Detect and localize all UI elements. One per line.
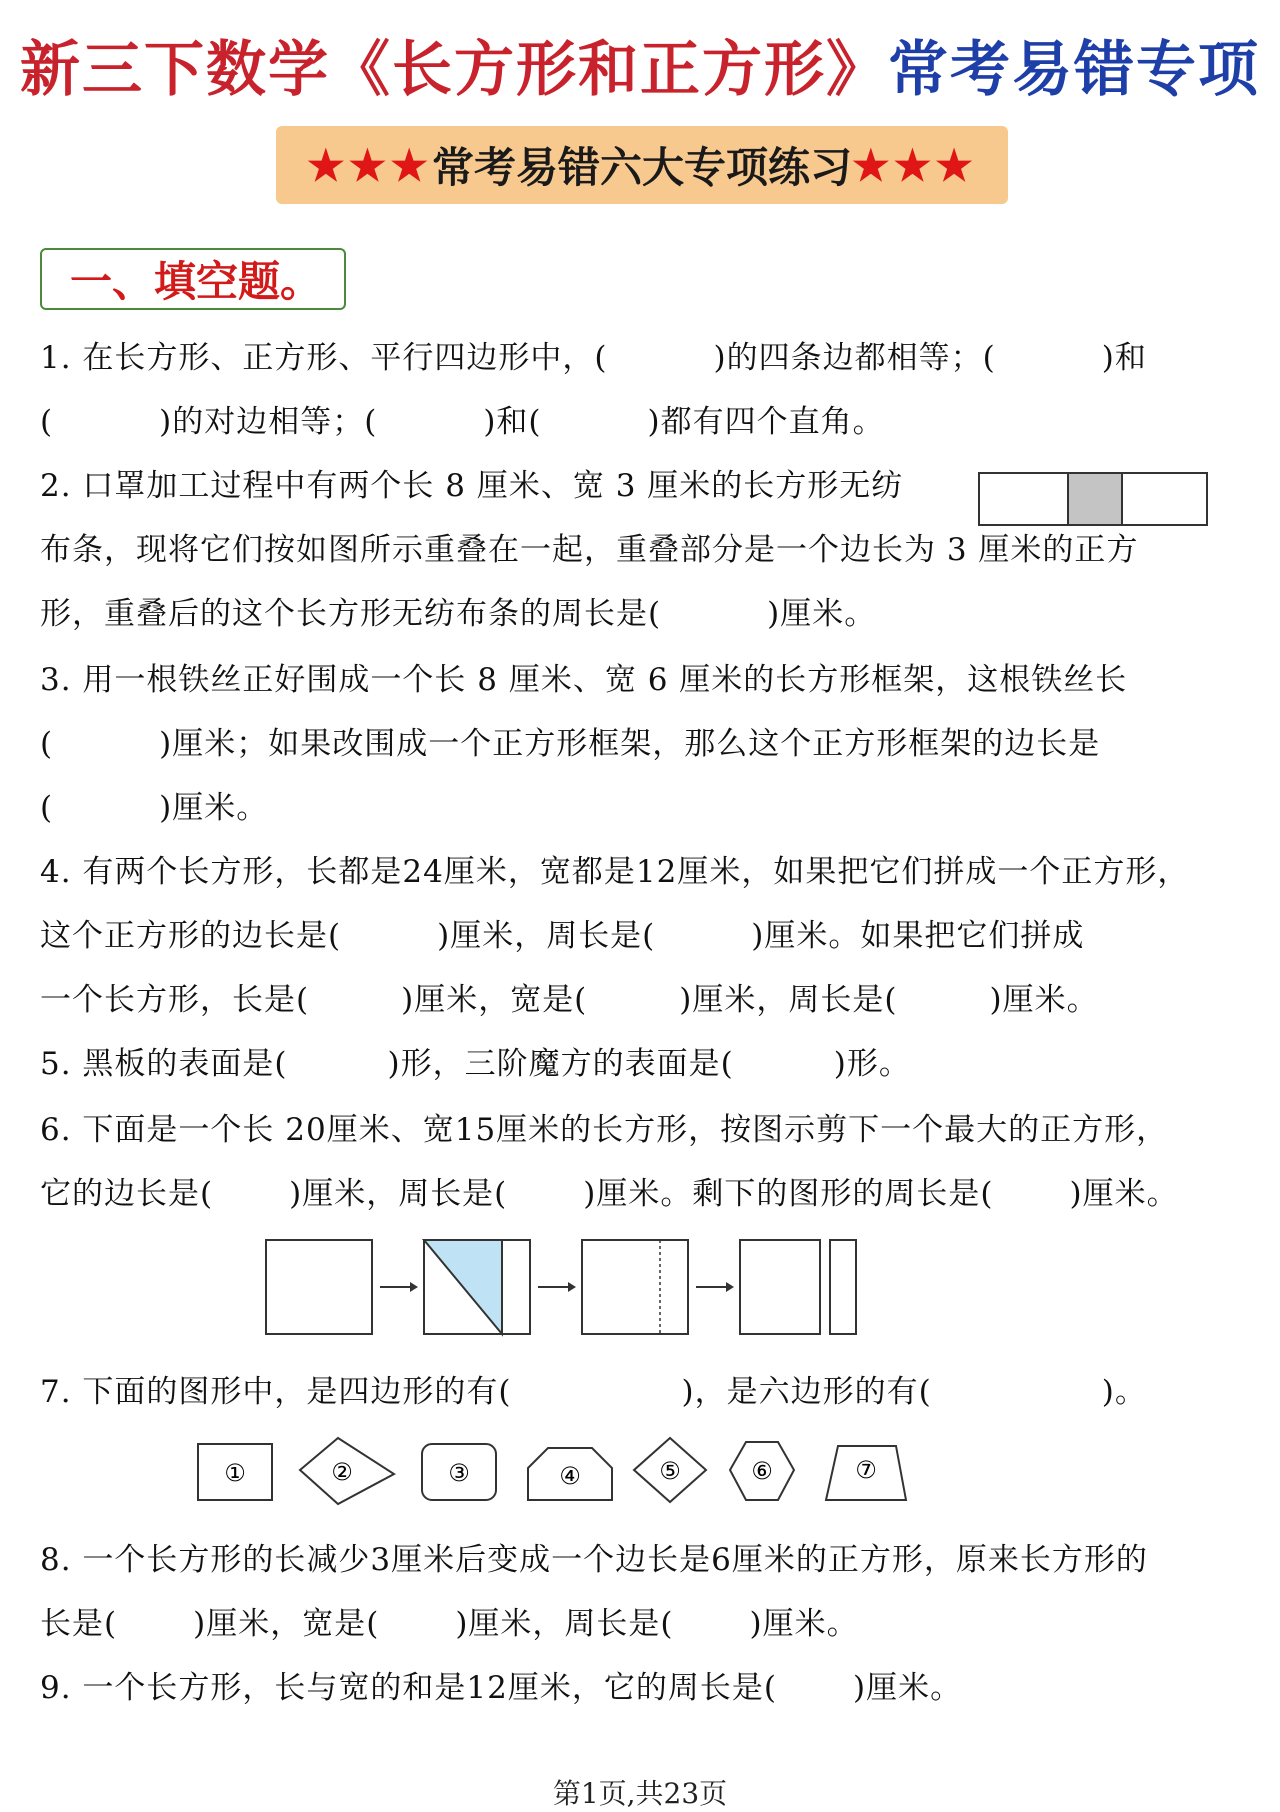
page-number: 第1页,共23页 <box>552 1777 728 1810</box>
text: )和 <box>1101 340 1147 376</box>
text: ( <box>40 404 54 440</box>
text: 2. 口罩加工过程中有两个长 8 厘米、宽 3 厘米的长方形无纺 <box>40 468 904 504</box>
text: )厘米；如果改围成一个正方形框架，那么这个正方形框架的边长是 <box>159 726 1101 762</box>
section-heading-text: 一、填空题。 <box>70 257 323 306</box>
text: ( <box>40 726 54 762</box>
text: 7. 下面的图形中，是四边形的有( <box>40 1374 512 1410</box>
text: )，是六边形的有( <box>681 1374 932 1410</box>
text: )厘米，宽是( <box>193 1606 380 1642</box>
q2-line-3 <box>40 594 876 634</box>
shapes-figure <box>194 1434 914 1514</box>
shape-label: ② <box>331 1458 353 1486</box>
shape-label: ⑥ <box>751 1457 773 1485</box>
text: )形，三阶魔方的表面是( <box>387 1046 734 1082</box>
stars-left: ★★★ <box>307 140 432 190</box>
text: 6. 下面是一个长 20厘米、宽15厘米的长方形，按图示剪下一个最大的正方形， <box>40 1112 1169 1148</box>
text: ( <box>40 790 54 826</box>
text: )厘米。 <box>989 982 1099 1018</box>
text: )厘米，周长是( <box>455 1606 674 1642</box>
text: )厘米，宽是( <box>401 982 588 1018</box>
text: )的四条边都相等；( <box>713 340 996 376</box>
title-part-2: 《长方形和正方形》 <box>330 35 888 105</box>
text: )形。 <box>833 1046 911 1082</box>
q6-line-1 <box>40 1110 1168 1150</box>
title-part-3: 常考易错专项 <box>888 35 1260 105</box>
q6-line-2 <box>40 1174 1179 1214</box>
text: )厘米。如果把它们拼成 <box>751 918 1085 954</box>
text: )厘米，周长是( <box>437 918 656 954</box>
q8-line-1 <box>40 1540 1148 1580</box>
cut-square <box>740 1240 820 1334</box>
q4-line-1 <box>40 852 1189 892</box>
q9-line <box>40 1668 962 1708</box>
text: 它的边长是( <box>40 1176 214 1212</box>
q3-line-3 <box>40 788 268 828</box>
section-heading <box>40 248 346 310</box>
text: 一个长方形，长是( <box>40 982 310 1018</box>
text: 1. 在长方形、正方形、平行四边形中，( <box>40 340 608 376</box>
text: 这个正方形的边长是( <box>40 918 342 954</box>
marked-rectangle <box>582 1240 688 1334</box>
text: )。 <box>1101 1374 1147 1410</box>
text: )厘米。 <box>852 1670 963 1706</box>
page-title <box>0 22 1280 108</box>
text: 4. 有两个长方形，长都是24厘米，宽都是12厘米，如果把它们拼成一个正方形， <box>40 854 1190 890</box>
fold-rectangle <box>424 1240 530 1334</box>
arrow-icon <box>380 1282 418 1292</box>
overlap-strips-figure <box>978 472 1210 528</box>
text: )的对边相等；( <box>159 404 378 440</box>
text: )厘米。 <box>749 1606 859 1642</box>
shape-label: ④ <box>559 1462 581 1490</box>
q3-line-1 <box>40 660 1127 700</box>
q1-line-2 <box>40 402 885 442</box>
text: )和( <box>483 404 542 440</box>
text: 9. 一个长方形，长与宽的和是12厘米，它的周长是( <box>40 1670 777 1706</box>
text: 布条，现将它们按如图所示重叠在一起，重叠部分是一个边长为 3 厘米的正方 <box>40 532 1139 568</box>
text: )厘米，周长是( <box>679 982 898 1018</box>
q2-line-1 <box>40 466 903 506</box>
arrow-icon <box>538 1282 576 1292</box>
arrow-icon <box>696 1282 734 1292</box>
text: 5. 黑板的表面是( <box>40 1046 288 1082</box>
shape-1 <box>198 1444 272 1500</box>
text: )厘米。 <box>767 596 877 632</box>
text: 形，重叠后的这个长方形无纺布条的周长是( <box>40 596 662 632</box>
shape-2 <box>300 1438 394 1504</box>
shape-label: ③ <box>448 1459 470 1487</box>
shape-4 <box>528 1448 612 1500</box>
q5-line <box>40 1044 911 1084</box>
q4-line-2 <box>40 916 1084 956</box>
q1-line-1 <box>40 338 1147 378</box>
q2-line-2 <box>40 530 1138 570</box>
overlap-square <box>1068 473 1122 525</box>
text: 3. 用一根铁丝正好围成一个长 8 厘米、宽 6 厘米的长方形框架，这根铁丝长 <box>40 662 1128 698</box>
shape-3 <box>422 1444 496 1500</box>
text: )厘米，周长是( <box>289 1176 508 1212</box>
original-rectangle <box>266 1240 372 1334</box>
q4-line-3 <box>40 980 1099 1020</box>
banner-text: 常考易错六大专项练习 <box>431 143 852 192</box>
q7-line <box>40 1372 1147 1412</box>
text: )厘米。 <box>159 790 269 826</box>
remaining-strip <box>830 1240 856 1334</box>
text: )都有四个直角。 <box>647 404 885 440</box>
shape-label: ① <box>224 1459 246 1487</box>
stars-right: ★★★ <box>852 140 977 190</box>
q3-line-2 <box>40 724 1100 764</box>
shape-6 <box>730 1442 794 1500</box>
q8-line-2 <box>40 1604 859 1644</box>
shape-5 <box>634 1438 706 1502</box>
cut-square-figure <box>262 1234 862 1338</box>
title-part-1: 新三下数学 <box>20 35 330 105</box>
shape-label: ⑤ <box>659 1457 681 1485</box>
shape-label: ⑦ <box>855 1456 877 1484</box>
text: )厘米。 <box>1069 1176 1179 1212</box>
subtitle-banner <box>276 126 1008 204</box>
text: )厘米。剩下的图形的周长是( <box>583 1176 994 1212</box>
text: 8. 一个长方形的长减少3厘米后变成一个边长是6厘米的正方形，原来长方形的 <box>40 1542 1148 1578</box>
text: 长是( <box>40 1606 118 1642</box>
shape-7 <box>826 1446 906 1500</box>
